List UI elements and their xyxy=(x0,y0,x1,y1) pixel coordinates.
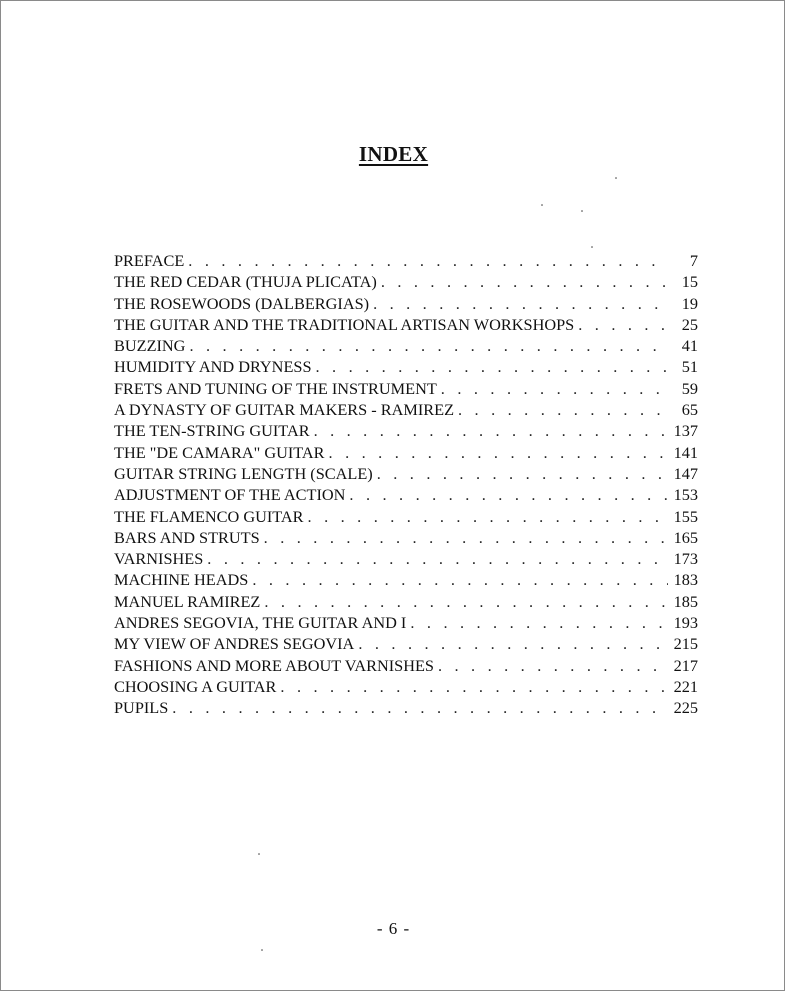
toc-entry-page-number: 19 xyxy=(681,293,698,313)
toc-entry xyxy=(114,378,698,399)
page-number: - 6 - xyxy=(376,919,411,938)
scan-speck xyxy=(615,177,617,179)
toc-entry-page-number: 165 xyxy=(673,527,698,547)
toc-entry-title: VARNISHES xyxy=(114,549,204,569)
toc-entry xyxy=(114,676,698,697)
toc-entry-title: MACHINE HEADS xyxy=(114,570,249,590)
toc-entry-page-number: 137 xyxy=(673,421,698,441)
toc-entry xyxy=(114,548,698,569)
toc-entry-page-number: 185 xyxy=(673,591,698,611)
dot-leader xyxy=(252,569,667,590)
toc-entry xyxy=(114,293,698,314)
toc-entry-page-number: 215 xyxy=(673,634,698,654)
toc-entry-page-number: 147 xyxy=(673,463,698,483)
toc-entry-page-number: 51 xyxy=(681,357,698,377)
toc-entry xyxy=(114,506,698,527)
toc-entry-page-number: 183 xyxy=(673,570,698,590)
toc-entry-page-number: 155 xyxy=(673,506,698,526)
toc-entry-page-number: 15 xyxy=(681,272,698,292)
table-of-contents xyxy=(114,250,698,719)
toc-entry-page-number: 141 xyxy=(673,442,698,462)
toc-entry xyxy=(114,527,698,548)
dot-leader xyxy=(329,442,668,463)
scan-speck xyxy=(581,210,583,212)
toc-entry-title: A DYNASTY OF GUITAR MAKERS - RAMIREZ xyxy=(114,400,455,420)
dot-leader xyxy=(314,420,668,441)
scan-speck xyxy=(261,949,263,951)
toc-entry-title: ANDRES SEGOVIA, THE GUITAR AND I xyxy=(114,613,407,633)
scan-speck xyxy=(591,246,593,248)
scan-speck xyxy=(258,853,260,855)
toc-entry-title: THE RED CEDAR (THUJA PLICATA) xyxy=(114,272,377,292)
dot-leader xyxy=(441,378,668,399)
dot-leader xyxy=(578,314,668,335)
toc-entry xyxy=(114,420,698,441)
dot-leader xyxy=(316,356,669,377)
page-title xyxy=(1,142,785,167)
toc-entry-title: GUITAR STRING LENGTH (SCALE) xyxy=(114,463,373,483)
toc-entry xyxy=(114,655,698,676)
toc-entry-title: FRETS AND TUNING OF THE INSTRUMENT xyxy=(114,378,437,398)
index-heading: INDEX xyxy=(358,142,429,166)
toc-entry xyxy=(114,463,698,484)
scan-speck xyxy=(541,204,543,206)
dot-leader xyxy=(308,506,668,527)
toc-entry-page-number: 25 xyxy=(681,314,698,334)
toc-entry-title: THE ROSEWOODS (DALBERGIAS) xyxy=(114,293,370,313)
dot-leader xyxy=(188,250,668,271)
dot-leader xyxy=(264,591,667,612)
toc-entry xyxy=(114,335,698,356)
toc-entry-title: ADJUSTMENT OF THE ACTION xyxy=(114,485,346,505)
dot-leader xyxy=(438,655,668,676)
toc-entry xyxy=(114,697,698,718)
toc-entry-title: MY VIEW OF ANDRES SEGOVIA xyxy=(114,634,355,654)
dot-leader xyxy=(381,271,668,292)
toc-entry-title: PREFACE xyxy=(114,251,185,270)
toc-entry xyxy=(114,569,698,590)
dot-leader xyxy=(410,612,667,633)
toc-entry-page-number: 225 xyxy=(673,698,698,718)
toc-entry-title: THE GUITAR AND THE TRADITIONAL ARTISAN WORKSHOPS xyxy=(114,314,575,334)
dot-leader xyxy=(349,484,667,505)
toc-entry-title: PUPILS xyxy=(114,698,169,718)
toc-entry xyxy=(114,633,698,654)
toc-entry xyxy=(114,314,698,335)
toc-entry-page-number: 153 xyxy=(673,485,698,505)
toc-entry xyxy=(114,612,698,633)
dot-leader xyxy=(264,527,668,548)
dot-leader xyxy=(207,548,667,569)
toc-entry-title: CHOOSING A GUITAR xyxy=(114,676,277,696)
toc-entry-page-number: 59 xyxy=(681,378,698,398)
toc-entry-page-number: 65 xyxy=(681,400,698,420)
toc-entry xyxy=(114,250,698,271)
toc-entry-title: BUZZING xyxy=(114,336,186,356)
toc-entry-page-number: 41 xyxy=(681,336,698,356)
toc-entry-title: THE "DE CAMARA" GUITAR xyxy=(114,442,325,462)
dot-leader xyxy=(377,463,668,484)
dot-leader xyxy=(280,676,667,697)
dot-leader xyxy=(373,293,668,314)
dot-leader xyxy=(358,633,667,654)
dot-leader xyxy=(172,697,667,718)
toc-entry-title: BARS AND STRUTS xyxy=(114,527,260,547)
toc-entry-title: HUMIDITY AND DRYNESS xyxy=(114,357,312,377)
toc-entry xyxy=(114,591,698,612)
toc-entry-page-number: 173 xyxy=(673,549,698,569)
dot-leader xyxy=(458,399,668,420)
toc-entry xyxy=(114,399,698,420)
toc-entry-title: THE FLAMENCO GUITAR xyxy=(114,506,304,526)
dot-leader xyxy=(189,335,668,356)
toc-entry-page-number: 7 xyxy=(689,251,698,270)
toc-entry xyxy=(114,442,698,463)
toc-entry xyxy=(114,271,698,292)
toc-entry-page-number: 221 xyxy=(673,676,698,696)
toc-entry-page-number: 193 xyxy=(673,613,698,633)
toc-entry xyxy=(114,484,698,505)
toc-entry-title: MANUEL RAMIREZ xyxy=(114,591,261,611)
toc-entry-page-number: 217 xyxy=(673,655,698,675)
toc-entry-title: FASHIONS AND MORE ABOUT VARNISHES xyxy=(114,655,434,675)
toc-entry-title: THE TEN-STRING GUITAR xyxy=(114,421,310,441)
toc-entry xyxy=(114,356,698,377)
